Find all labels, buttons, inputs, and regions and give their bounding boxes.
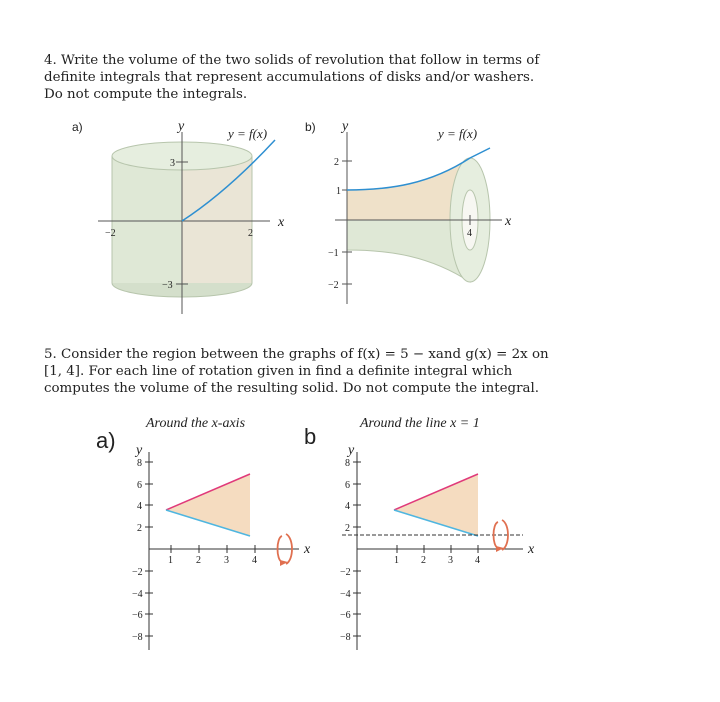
y-tick-label: 4 [345, 501, 350, 512]
tick-label-yneg1: −1 [328, 248, 339, 259]
problem-4 [44, 52, 554, 103]
y-tick-label: 6 [345, 480, 350, 491]
x-tick-label: 4 [252, 555, 257, 566]
x-axis-label: x [278, 215, 285, 230]
x-tick-label: 3 [448, 555, 453, 566]
x-tick-label: 2 [196, 555, 201, 566]
tick-label-x2: 2 [248, 228, 253, 239]
x-tick-label: 3 [224, 555, 229, 566]
y-tick-label: 8 [137, 458, 142, 469]
y-tick-label: −2 [340, 567, 351, 578]
x-tick-label: 1 [394, 555, 399, 566]
y-tick-label: 6 [137, 480, 142, 491]
x-tick-label: 1 [168, 555, 173, 566]
x-ticks [394, 545, 480, 566]
tick-label-y3: 3 [170, 158, 175, 169]
tick-label-xneg2: −2 [105, 228, 116, 239]
y-axis-label: y [342, 119, 349, 134]
y-tick-label: 8 [345, 458, 350, 469]
problem-5 [44, 346, 554, 397]
figure-label-4a: a) [72, 120, 83, 134]
y-tick-label: 2 [137, 523, 142, 534]
tick-label-y2: 2 [334, 157, 339, 168]
figure-4a [90, 118, 300, 318]
x-axis-label: x [505, 214, 512, 229]
tick-label-y1: 1 [336, 186, 341, 197]
y-tick-label: −4 [132, 589, 143, 600]
x-axis-label: x [304, 542, 311, 557]
y-tick-label: −2 [132, 567, 143, 578]
y-tick-label: −8 [340, 632, 351, 643]
figure-label-4b: b) [305, 120, 316, 134]
function-label: y = f(x) [228, 126, 268, 141]
y-tick-label: 4 [137, 501, 142, 512]
y-ticks [132, 458, 153, 643]
y-ticks [340, 458, 361, 643]
x-tick-label: 2 [421, 555, 426, 566]
problem-number: 4. [44, 53, 57, 68]
y-axis-label: y [136, 443, 143, 458]
y-axis-label: y [348, 443, 355, 458]
figure-label-5b: b [304, 424, 317, 449]
y-axis-label: y [178, 119, 185, 134]
figure-4b [320, 118, 550, 308]
tick-label-yneg3: −3 [162, 280, 173, 291]
figure-5a [104, 438, 316, 660]
problem-text: Write the volume of the two solids of revolution that follow in terms of definite integrals that represent accumulations of disks and/or washers. Do not compute the integrals. [44, 53, 540, 102]
cylinder-cross-section [182, 156, 252, 283]
y-tick-label: −8 [132, 632, 143, 643]
tick-label-yneg2: −2 [328, 280, 339, 291]
caption-5b: Around the line x = 1 [360, 416, 480, 431]
problem-number: 5. [44, 347, 57, 362]
function-label: y = f(x) [438, 126, 478, 141]
tick-label-x4: 4 [467, 228, 472, 239]
x-tick-label: 4 [475, 555, 480, 566]
y-tick-label: −4 [340, 589, 351, 600]
figure-5b [318, 438, 540, 660]
problem-text: Consider the region between the graphs of f(x) = 5 − xand g(x) = 2x on [1, 4]. For each line of rotation given in find a definite integral which computes the volume of the resulting solid. Do not compute the integral. [44, 347, 549, 396]
y-tick-label: −6 [340, 610, 351, 621]
x-ticks [168, 545, 257, 566]
caption-5a: Around the x-axis [146, 416, 246, 431]
x-axis-label: x [528, 542, 535, 557]
y-tick-label: −6 [132, 610, 143, 621]
y-tick-label: 2 [345, 523, 350, 534]
figure-label-5a: a) [96, 428, 116, 453]
